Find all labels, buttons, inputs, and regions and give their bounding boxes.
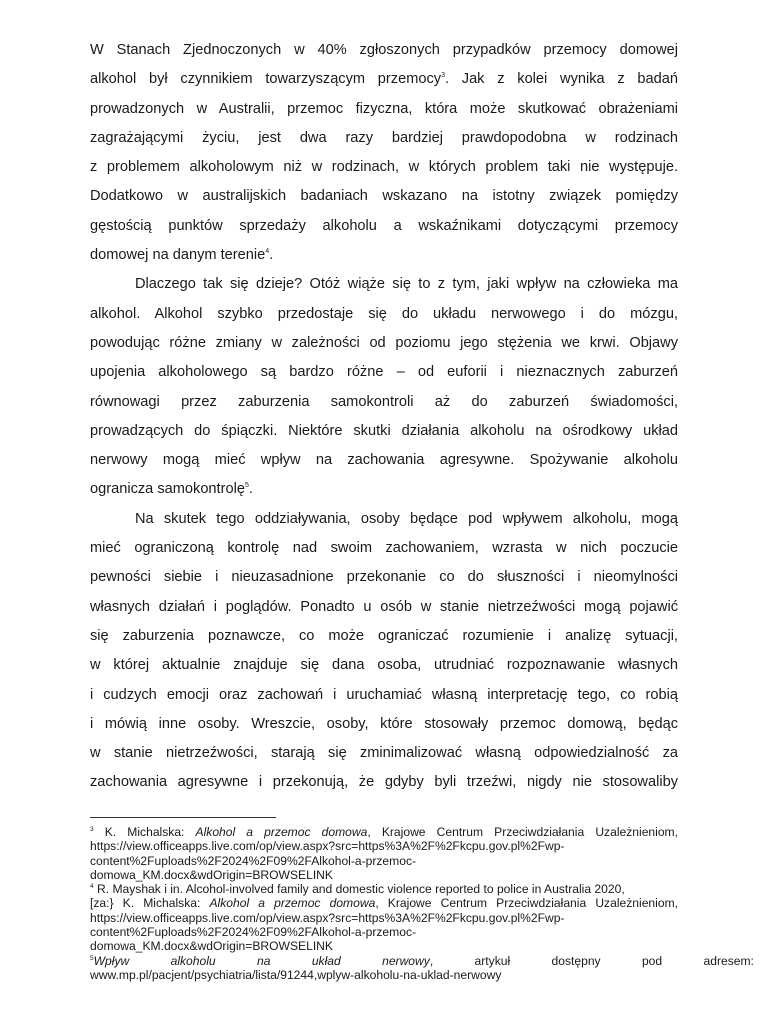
text-line: i mówią inne osoby. Wreszcie, osoby, które stosowały przemoc domową, będąc — [90, 715, 678, 732]
text-line: w której aktualnie znajduje się dana osoba, utrudniać rozpoznawanie własnych — [90, 657, 678, 674]
text-line: alkohol. Alkohol szybko przedostaje się do układu nerwowego i do mózgu, — [90, 305, 678, 322]
text-line: równowagi przez zaburzenia samokontroli aż do zaburzeń świadomości, — [90, 393, 678, 410]
text-span: alkohol był czynnikiem towarzyszącym przemocy — [90, 71, 442, 88]
footnote-title: Alkohol a przemoc domowa — [209, 896, 376, 911]
text-span: . Jak z kolei wynika z badań — [444, 71, 679, 88]
footnote-text: , Krajowe Centrum Przeciwdziałania Uzależnieniom, — [367, 825, 678, 839]
text-span: domowej na danym terenie — [90, 247, 266, 264]
text-line — [90, 65, 678, 94]
footnote-number: 4 — [90, 883, 94, 891]
footnote-text: , artykuł dostępny pod adresem: — [429, 953, 754, 968]
text-line — [90, 475, 678, 504]
text-line: gęstością punktów sprzedaży alkoholu a wskaźnikami dotyczącymi przemocy — [90, 217, 678, 234]
footnote-line — [90, 825, 678, 839]
text-line: z problemem alkoholowym niż w rodzinach, w których problem taki nie występuje. — [90, 159, 678, 176]
footnote-number: 3 — [90, 825, 94, 833]
footnote-separator — [90, 817, 276, 818]
text-line: własnych działań i poglądów. Ponadto u osób w stanie nietrzeźwości mogą pojawić — [90, 598, 678, 615]
footnote-5 — [90, 953, 754, 983]
text-line: Dlaczego tak się dzieje? Otóż wiąże się to z tym, jaki wpływ na człowieka ma — [135, 276, 678, 293]
text-line: nerwowy mogą mieć wpływ na zachowania agresywne. Spożywanie alkoholu — [90, 452, 678, 469]
footnote-ref-5[interactable]: 5 — [244, 482, 249, 490]
footnote-title: Wpływ alkoholu na układ nerwowy — [93, 953, 430, 968]
text-line: i cudzych emocji oraz zachowań i uruchamiać własną interpretację tego, co robią — [90, 686, 678, 703]
document-page — [90, 36, 678, 798]
text-span: ogranicza samokontrolę — [90, 481, 245, 498]
paragraph-1 — [90, 36, 678, 270]
text-line: Dodatkowo w australijskich badaniach wskazano na istotny związek pomiędzy — [90, 188, 678, 205]
paragraph-3 — [90, 505, 678, 798]
text-line: pewności siebie i nieuzasadnione przekonanie co do słuszności i nieomylności — [90, 569, 678, 586]
text-line: Na skutek tego oddziaływania, osoby będące pod wpływem alkoholu, mogą — [135, 510, 678, 527]
text-line — [90, 241, 678, 270]
footnotes — [90, 825, 754, 982]
footnote-author: K. Michalska: — [93, 825, 196, 839]
text-line: zachowania agresywne i przekonują, że gdyby byli trzeźwi, nigdy nie stosowaliby — [90, 774, 678, 791]
paragraph-2 — [90, 270, 678, 504]
footnote-4 — [90, 882, 678, 953]
footnote-text: R. Mayshak i in. Alcohol-involved family and domestic violence reported to police in Australia 2020, — [93, 882, 625, 897]
footnote-line — [90, 953, 754, 968]
footnote-link[interactable]: www.mp.pl/pacjent/psychiatria/lista/91244,wplyw-alkoholu-na-uklad-nerwowy — [90, 967, 502, 982]
footnote-line — [90, 882, 678, 896]
footnote-link[interactable]: domowa_KM.docx&wdOrigin=BROWSELINK — [90, 867, 333, 882]
footnote-ref-3[interactable]: 3 — [441, 72, 445, 80]
footnote-link[interactable]: content%2Fuploads%2F2024%2F09%2FAlkohol-a-przemoc- — [90, 853, 417, 868]
text-line: upojenia alkoholowego są bardzo różne – od euforii i nieznacznych zaburzeń — [90, 364, 678, 381]
text-line: prowadzonych w Australii, przemoc fizyczna, która może skutkować obrażeniami — [90, 100, 678, 117]
footnote-line — [90, 896, 678, 910]
text-line: zagrażającymi życiu, jest dwa razy bardziej prawdopodobna w rodzinach — [90, 129, 678, 146]
text-span: . — [269, 247, 274, 264]
footnote-link[interactable]: content%2Fuploads%2F2024%2F09%2FAlkohol-a-przemoc- — [90, 925, 417, 940]
footnote-number: 5 — [90, 954, 94, 962]
footnote-ref-4[interactable]: 4 — [265, 248, 270, 256]
text-span: . — [248, 481, 253, 498]
footnote-text: [za:} K. Michalska: — [90, 896, 210, 911]
text-line: się zaburzenia poznawcze, co może ograniczać rozumienie i analizę sytuacji, — [90, 627, 678, 644]
footnote-title: Alkohol a przemoc domowa — [195, 825, 368, 839]
text-line: mieć ograniczoną kontrolę nad swoim zachowaniem, wzrasta w nich poczucie — [90, 540, 678, 557]
text-line: W Stanach Zjednoczonych w 40% zgłoszonych przypadków przemocy domowej — [90, 42, 678, 58]
text-line: powodując różne zmiany w zależności od poziomu jego stężenia we krwi. Objawy — [90, 334, 678, 351]
text-line: w stanie nietrzeźwości, starają się zminimalizować własną odpowiedzialność za — [90, 745, 678, 762]
text-line: prowadzących do śpiączki. Niektóre skutki działania alkoholu na ośrodkowy układ — [90, 422, 678, 439]
footnote-text: , Krajowe Centrum Przeciwdziałania Uzależnieniom, — [375, 896, 678, 911]
footnote-link[interactable]: https://view.officeapps.live.com/op/view.aspx?src=https%3A%2F%2Fkcpu.gov.pl%2Fwp- — [90, 839, 565, 854]
footnote-link[interactable]: domowa_KM.docx&wdOrigin=BROWSELINK — [90, 939, 333, 954]
footnote-3 — [90, 825, 678, 882]
footnote-link[interactable]: https://view.officeapps.live.com/op/view.aspx?src=https%3A%2F%2Fkcpu.gov.pl%2Fwp- — [90, 910, 565, 925]
body-text — [90, 36, 678, 798]
